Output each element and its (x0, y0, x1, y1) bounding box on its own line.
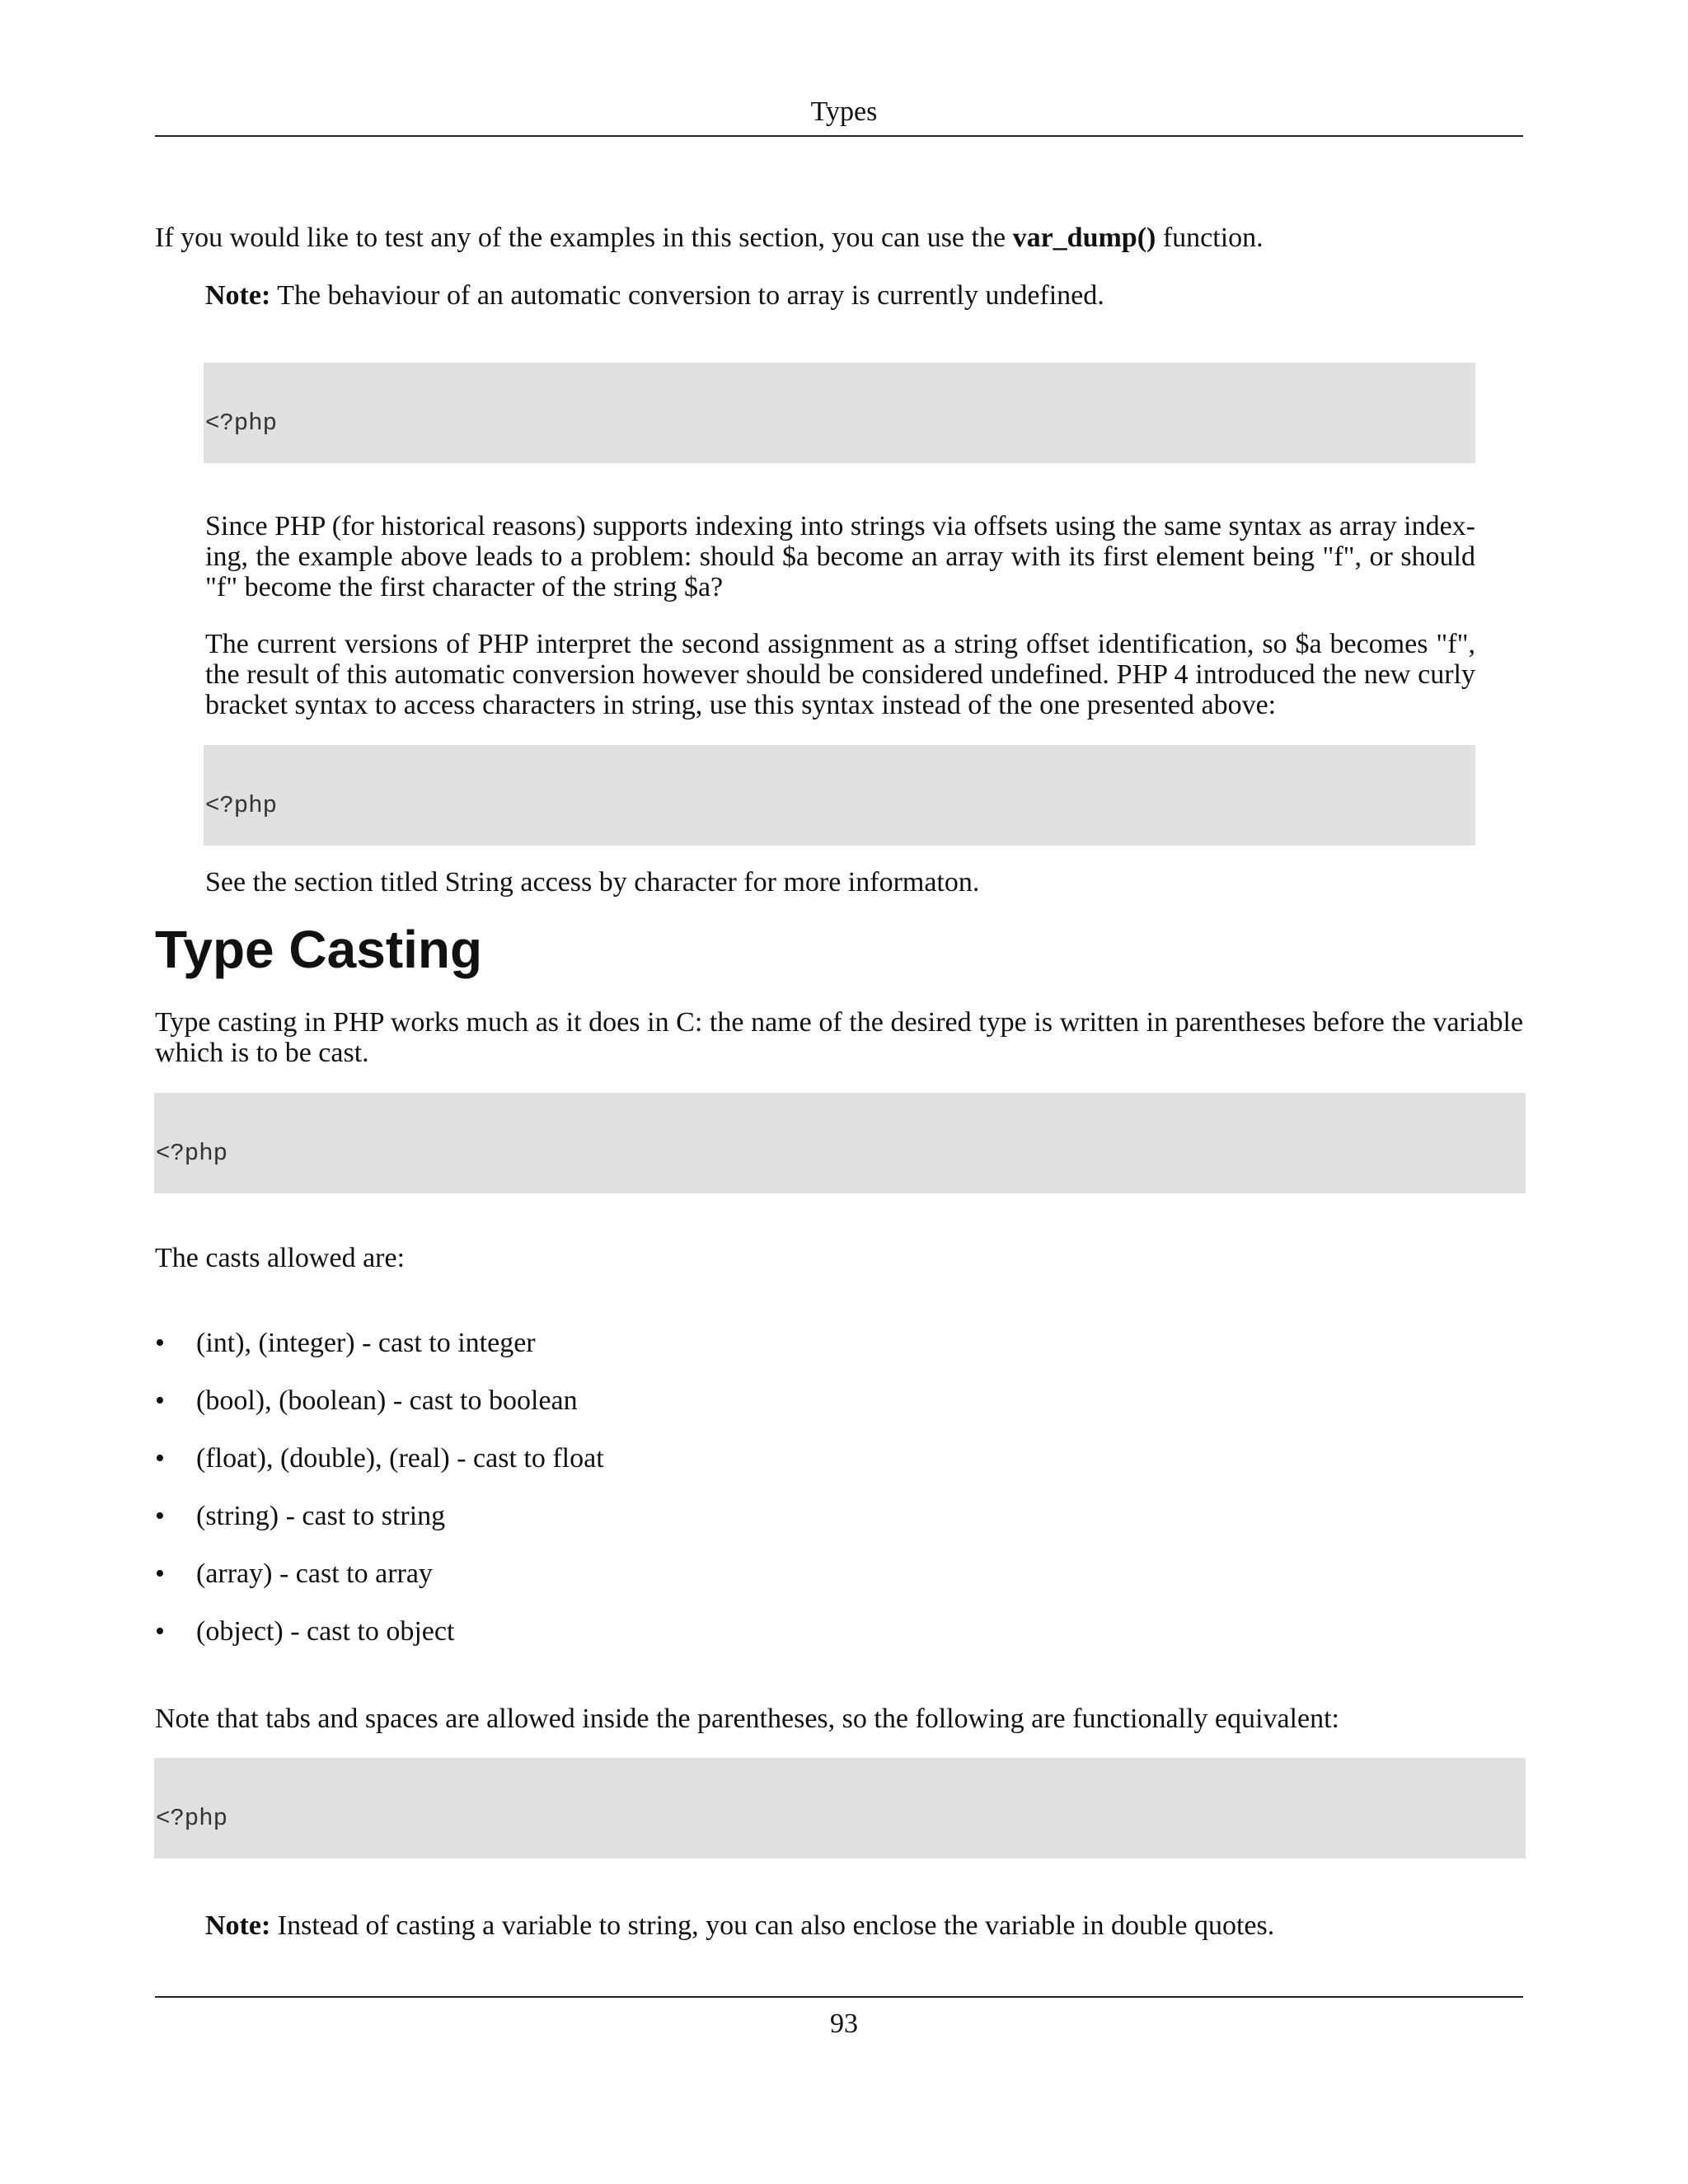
cast-item-text: (array) - cast to array (196, 1558, 433, 1589)
bullet-icon: • (155, 1616, 165, 1647)
cast-item-text: (string) - cast to string (196, 1501, 446, 1531)
code-line: <?php (205, 410, 278, 437)
page-header-title: Types (810, 96, 878, 127)
footer-rule (155, 1996, 1523, 1998)
whitespace-paragraph: Note that tabs and spaces are allowed inside the parentheses, so the following are functionally equivalent: (155, 1704, 1339, 1734)
intro-suffix: function. (1156, 223, 1264, 253)
list-item (155, 1558, 1523, 1591)
bullet-icon: • (155, 1385, 165, 1416)
code-block-boolean-cast (154, 1093, 1526, 1193)
type-casting-paragraph: Type casting in PHP works much as it does in C: the name of the desired type is written in parentheses before the variable which is to be cast. (155, 1007, 1523, 1068)
bullet-icon: • (155, 1558, 165, 1589)
code-line: <?php (156, 1140, 228, 1167)
note-label: Note: (205, 1910, 271, 1941)
list-item (155, 1615, 1523, 1648)
historical-indexing-paragraph: Since PHP (for historical reasons) supports indexing into strings via offsets using the same syntax as array index-ing, the example above leads to a problem: should $a become an array with its first element being "f", or should "f" become the first character of the string $a? (205, 511, 1475, 602)
section-heading: Type Casting (155, 920, 483, 979)
page-number: 93 (830, 2008, 858, 2039)
code-block-curly-syntax (204, 745, 1475, 846)
casts-intro: The casts allowed are: (155, 1243, 406, 1273)
cast-item-text: (int), (integer) - cast to integer (196, 1328, 536, 1358)
header-rule (155, 135, 1523, 137)
code-block-string-offset (204, 363, 1475, 463)
bullet-icon: • (155, 1443, 165, 1474)
list-item (155, 1442, 1523, 1475)
see-also-paragraph: See the section titled String access by character for more informaton. (205, 867, 980, 898)
code-block-int-cast (154, 1758, 1526, 1858)
list-item (155, 1385, 1523, 1418)
note-double-quotes (205, 1910, 1524, 1941)
note-text: Instead of casting a variable to string, you can also enclose the variable in double quotes. (270, 1910, 1275, 1941)
note-label: Note: (205, 280, 271, 311)
list-item (155, 1500, 1523, 1533)
code-line: <?php (205, 792, 278, 819)
intro-paragraph (155, 223, 1523, 253)
intro-prefix: If you would like to test any of the examples in this section, you can use the (155, 223, 1013, 253)
var-dump-function: var_dump() (1012, 223, 1156, 253)
code-line: <?php (156, 1805, 228, 1832)
casts-list (155, 1327, 1523, 1673)
list-item (155, 1327, 1523, 1360)
current-versions-paragraph: The current versions of PHP interpret the second assignment as a string offset identification, so $a becomes "f", the result of this automatic conversion however should be considered undefined. PHP 4 introduced the new curly bracket syntax to access characters in string, use this syntax instead of the one presented above: (205, 629, 1475, 720)
cast-item-text: (float), (double), (real) - cast to float (196, 1443, 604, 1474)
bullet-icon: • (155, 1501, 165, 1531)
cast-item-text: (bool), (boolean) - cast to boolean (196, 1385, 578, 1416)
bullet-icon: • (155, 1328, 165, 1358)
note-array-conversion (205, 280, 1475, 311)
cast-item-text: (object) - cast to object (196, 1616, 455, 1647)
note-text: The behaviour of an automatic conversion to array is currently undefined. (270, 280, 1104, 311)
